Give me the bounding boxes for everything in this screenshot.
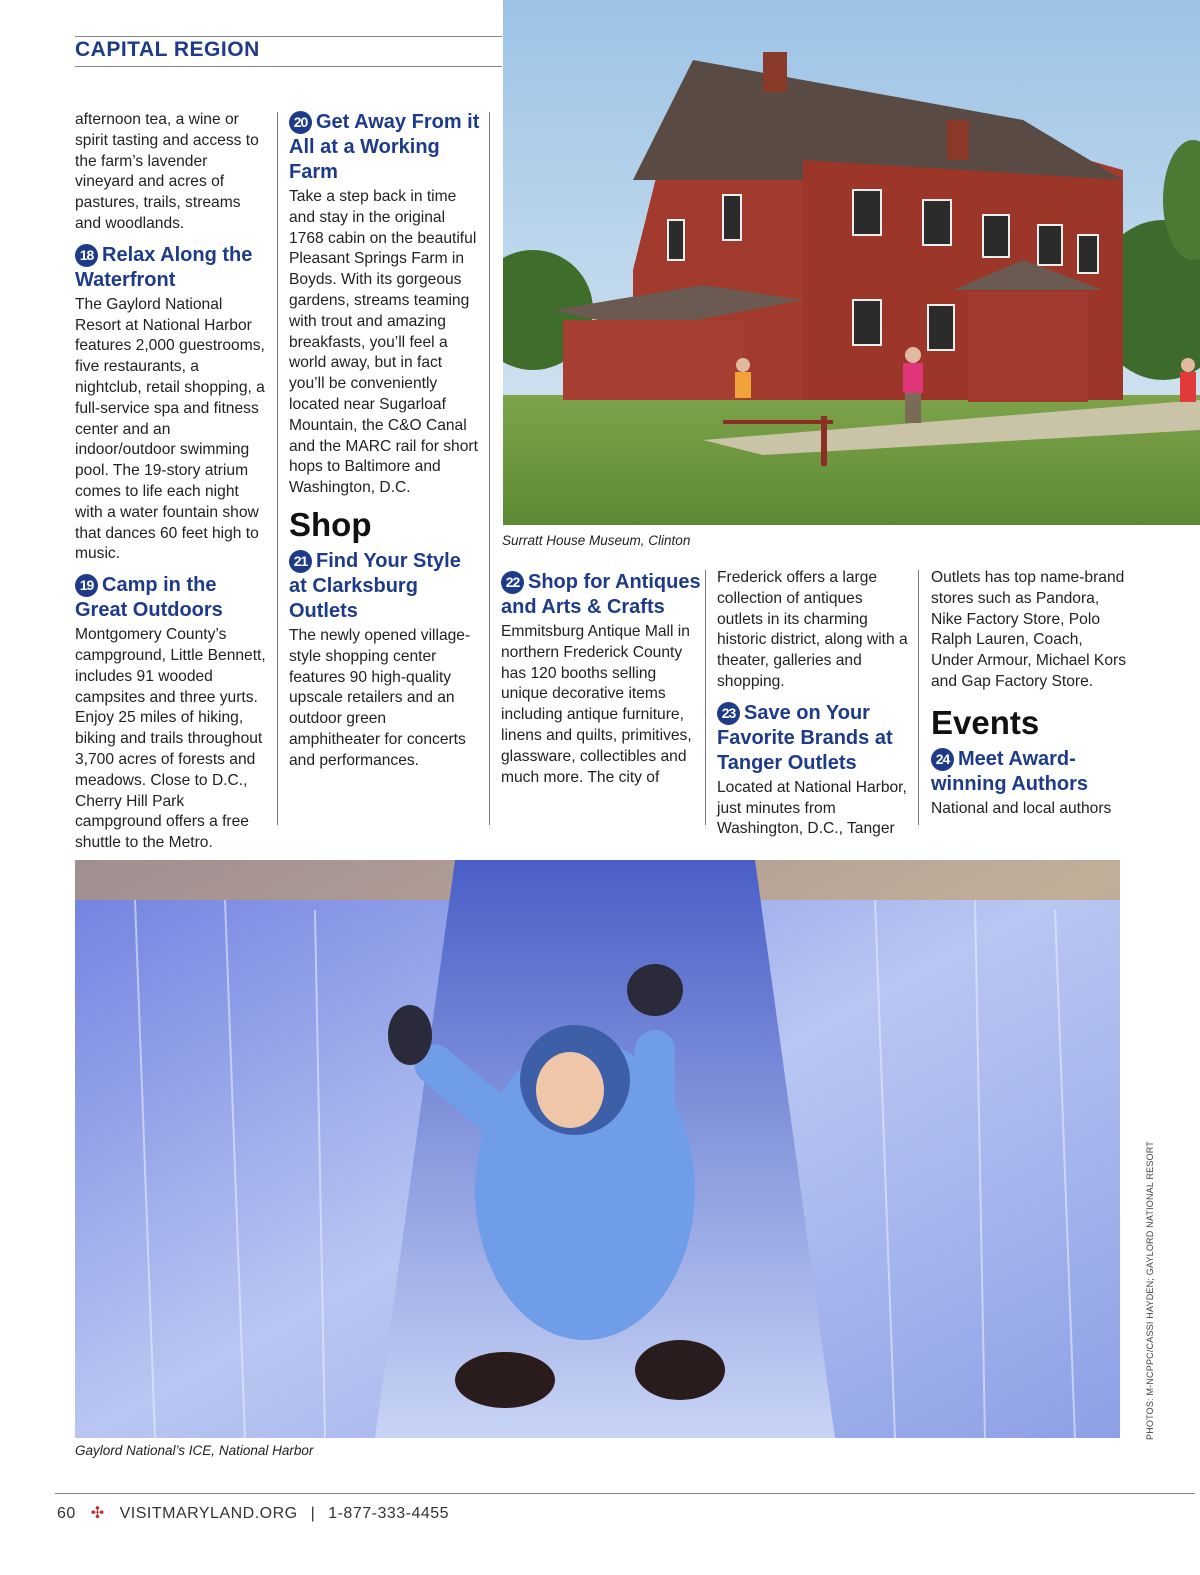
item-20-heading [289, 110, 481, 185]
item-18-number: 18 [75, 244, 98, 267]
item-19-heading [75, 573, 270, 623]
item-19-body: Montgomery County’s campground, Little Bennett, includes 91 wooded campsites and three yurts. Enjoy 25 miles of hiking, biking and trails throughout 3,700 acres of forests and meadows. Close to D.C., Cherry Hill Park campground offers a free shuttle to the Metro. [75, 626, 266, 852]
section-label: CAPITAL REGION [75, 38, 260, 61]
events-heading: Events [931, 703, 1040, 741]
item-20-number: 20 [289, 111, 312, 134]
footer-separator: | [310, 1505, 316, 1522]
item-23-body: Located at National Harbor, just minutes from Washington, D.C., Tanger [717, 778, 907, 838]
item-24-number: 24 [931, 748, 954, 771]
item-22-title: Shop for Antiques and Arts & Crafts [501, 571, 701, 618]
column-divider [489, 112, 490, 825]
item-22-heading [501, 570, 706, 620]
item-19-number: 19 [75, 574, 98, 597]
item-19-title: Camp in the Great Outdoors [75, 574, 223, 622]
photo-credit: PHOTOS: M-NCPPC/CASSI HAYDEN; GAYLORD NATIONAL RESORT [1145, 1141, 1155, 1440]
header-bottom-rule [75, 66, 502, 67]
item-18-title: Relax Along the Waterfront [75, 243, 253, 291]
column-divider [918, 570, 919, 825]
item-21-heading [289, 549, 481, 624]
header-top-rule [75, 36, 502, 37]
item-22-number: 22 [501, 571, 524, 594]
item-23-heading [717, 701, 912, 776]
top-photo-caption: Surratt House Museum, Clinton [502, 533, 691, 548]
item-20-body: Take a step back in time and stay in the original 1768 cabin on the beautiful Pleasant Springs Farm in Boyds. With its gorgeous gardens, streams teaming with trout and amazing breakfasts, you’ll feel a world away, but in fact you’ll be conveniently located near Sugarloaf Mountain, the C&O Canal and the MARC rail for short hops to Baltimore and Washington, D.C. [289, 188, 478, 497]
item-22-body: Emmitsburg Antique Mall in northern Frederick County has 120 booths selling unique decorative items including antique furniture, linens and quilts, primitives, glassware, collectibles and much more. The city of [501, 623, 692, 786]
item-24-body: National and local authors [931, 799, 1112, 817]
item-18-heading [75, 243, 270, 293]
item-21-body: The newly opened village-style shopping center features 90 high-quality upscale retailers and an outdoor green amphitheater for concerts and performances. [289, 626, 471, 769]
column-2 [289, 110, 481, 772]
item-18-body: The Gaylord National Resort at National Harbor features 2,000 guestrooms, five restaurants, a nightclub, retail shopping, a full-service spa and fitness center and an indoor/outdoor swimming pool. The 19-story atrium comes to life each night with a water fountain show that dances 60 feet high to music. [75, 295, 265, 563]
column-1 [75, 110, 270, 854]
item-21-title: Find Your Style at Clarksburg Outlets [289, 549, 461, 622]
item-23-number: 23 [717, 702, 740, 725]
item-21-number: 21 [289, 550, 312, 573]
item-23-title: Save on Your Favorite Brands at Tanger Outlets [717, 701, 893, 774]
footer-phone[interactable]: 1-877-333-4455 [328, 1505, 450, 1522]
column-5 [931, 568, 1126, 820]
page-number: 60 [57, 1505, 76, 1522]
ice-slide-photo [75, 860, 1120, 1438]
col5-intro-text: Outlets has top name-brand stores such as Pandora, Nike Factory Store, Polo Ralph Lauren, Coach, Under Armour, Michael Kors and Gap Factory Store. [931, 569, 1126, 690]
column-3 [501, 570, 706, 788]
item-24-title: Meet Award-winning Authors [931, 747, 1089, 795]
surratt-house-photo [503, 0, 1200, 525]
col4-intro-text: Frederick offers a large collection of antiques outlets in its charming historic district, along with a theater, galleries and shopping. [717, 569, 908, 690]
column-divider [705, 570, 706, 825]
maryland-flower-icon: ✣ [90, 1505, 105, 1522]
shop-heading: Shop [289, 505, 372, 543]
item-20-title: Get Away From it All at a Working Farm [289, 111, 480, 183]
footer-rule [55, 1493, 1195, 1494]
column-divider [277, 112, 278, 825]
col1-intro-text: afternoon tea, a wine or spirit tasting and access to the farm’s lavender vineyard and acres of pastures, trails, streams and woodlands. [75, 111, 259, 232]
footer-website-link[interactable]: VISITMARYLAND.ORG [119, 1505, 298, 1522]
column-4 [717, 568, 912, 840]
item-24-heading [931, 747, 1126, 797]
footer [57, 1503, 449, 1523]
bottom-photo-caption: Gaylord National’s ICE, National Harbor [75, 1443, 314, 1458]
